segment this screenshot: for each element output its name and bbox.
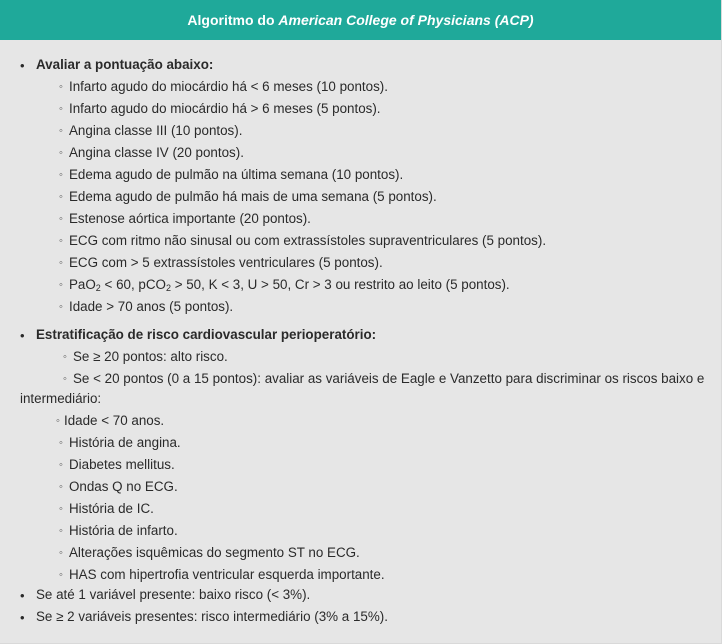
circle-bullet-icon: ◦ bbox=[59, 547, 63, 559]
list-item: Estenose aórtica importante (20 pontos). bbox=[69, 211, 311, 226]
variable-item: História de IC. bbox=[69, 501, 154, 516]
circle-bullet-icon: ◦ bbox=[59, 235, 63, 247]
list-item: ECG com ritmo não sinusal ou com extrassístoles supraventriculares (5 pontos). bbox=[69, 233, 547, 248]
list-item-lab-values bbox=[69, 276, 510, 294]
box-header bbox=[0, 0, 721, 40]
header-title-prefix: Algoritmo do bbox=[187, 12, 275, 28]
circle-bullet-icon: ◦ bbox=[59, 81, 63, 93]
box-content bbox=[0, 40, 721, 643]
circle-bullet-icon: ◦ bbox=[63, 373, 67, 385]
section-heading-stratification: Estratificação de risco cardiovascular perioperatório: bbox=[36, 327, 377, 342]
outcome-intermediate-risk: Se ≥ 2 variáveis presentes: risco intermediário (3% a 15%). bbox=[36, 609, 388, 624]
list-item: ECG com > 5 extrassístoles ventriculares (5 pontos). bbox=[69, 255, 383, 270]
circle-bullet-icon: ◦ bbox=[59, 103, 63, 115]
variable-item: História de angina. bbox=[69, 435, 181, 450]
circle-bullet-icon: ◦ bbox=[59, 525, 63, 537]
header-title-italic: American College of Physicians (ACP) bbox=[278, 12, 534, 28]
circle-bullet-icon: ◦ bbox=[59, 191, 63, 203]
list-item: Edema agudo de pulmão há mais de uma semana (5 pontos). bbox=[69, 189, 437, 204]
high-risk-item: Se ≥ 20 pontos: alto risco. bbox=[73, 349, 228, 364]
bullet-icon: • bbox=[20, 588, 25, 603]
variable-item: Ondas Q no ECG. bbox=[69, 479, 178, 494]
lab-pao2-label: PaO bbox=[69, 277, 96, 292]
variable-item: História de infarto. bbox=[69, 523, 178, 538]
circle-bullet-icon: ◦ bbox=[59, 279, 63, 291]
list-item: Angina classe IV (20 pontos). bbox=[69, 145, 244, 160]
variable-item: HAS com hipertrofia ventricular esquerda importante. bbox=[69, 567, 385, 582]
low-score-item-line2: intermediário: bbox=[20, 391, 102, 406]
list-item: Infarto agudo do miocárdio há > 6 meses (5 pontos). bbox=[69, 101, 381, 116]
lab-pco2-label: < 60, pCO bbox=[100, 277, 166, 292]
circle-bullet-icon: ◦ bbox=[59, 147, 63, 159]
lab-pco2-subscript: 2 bbox=[165, 283, 171, 293]
bullet-icon: • bbox=[20, 328, 25, 343]
variable-item: Idade < 70 anos. bbox=[64, 413, 165, 428]
circle-bullet-icon: ◦ bbox=[59, 437, 63, 449]
circle-bullet-icon: ◦ bbox=[59, 301, 63, 313]
lab-pao2-subscript: 2 bbox=[95, 283, 101, 293]
list-item: Angina classe III (10 pontos). bbox=[69, 123, 243, 138]
circle-bullet-icon: ◦ bbox=[59, 213, 63, 225]
bullet-icon: • bbox=[20, 58, 25, 73]
circle-bullet-icon: ◦ bbox=[63, 351, 67, 363]
circle-bullet-icon: ◦ bbox=[59, 503, 63, 515]
variable-item: Alterações isquêmicas do segmento ST no ECG. bbox=[69, 545, 360, 560]
circle-bullet-icon: ◦ bbox=[56, 415, 60, 427]
low-score-item-line1: Se < 20 pontos (0 a 15 pontos): avaliar as variáveis de Eagle e Vanzetto para discriminar os riscos baixo e bbox=[73, 371, 705, 386]
outcome-low-risk: Se até 1 variável presente: baixo risco (< 3%). bbox=[36, 587, 311, 602]
bullet-icon: • bbox=[20, 610, 25, 625]
list-item: Idade > 70 anos (5 pontos). bbox=[69, 299, 234, 314]
circle-bullet-icon: ◦ bbox=[59, 169, 63, 181]
circle-bullet-icon: ◦ bbox=[59, 459, 63, 471]
lab-rest-text: > 50, K < 3, U > 50, Cr > 3 ou restrito ao leito (5 pontos). bbox=[170, 277, 510, 292]
section-heading-score: Avaliar a pontuação abaixo: bbox=[36, 57, 214, 72]
list-item: Infarto agudo do miocárdio há < 6 meses (10 pontos). bbox=[69, 79, 388, 94]
circle-bullet-icon: ◦ bbox=[59, 125, 63, 137]
variable-item: Diabetes mellitus. bbox=[69, 457, 175, 472]
circle-bullet-icon: ◦ bbox=[59, 481, 63, 493]
list-item: Edema agudo de pulmão na última semana (10 pontos). bbox=[69, 167, 404, 182]
circle-bullet-icon: ◦ bbox=[59, 569, 63, 581]
circle-bullet-icon: ◦ bbox=[59, 257, 63, 269]
